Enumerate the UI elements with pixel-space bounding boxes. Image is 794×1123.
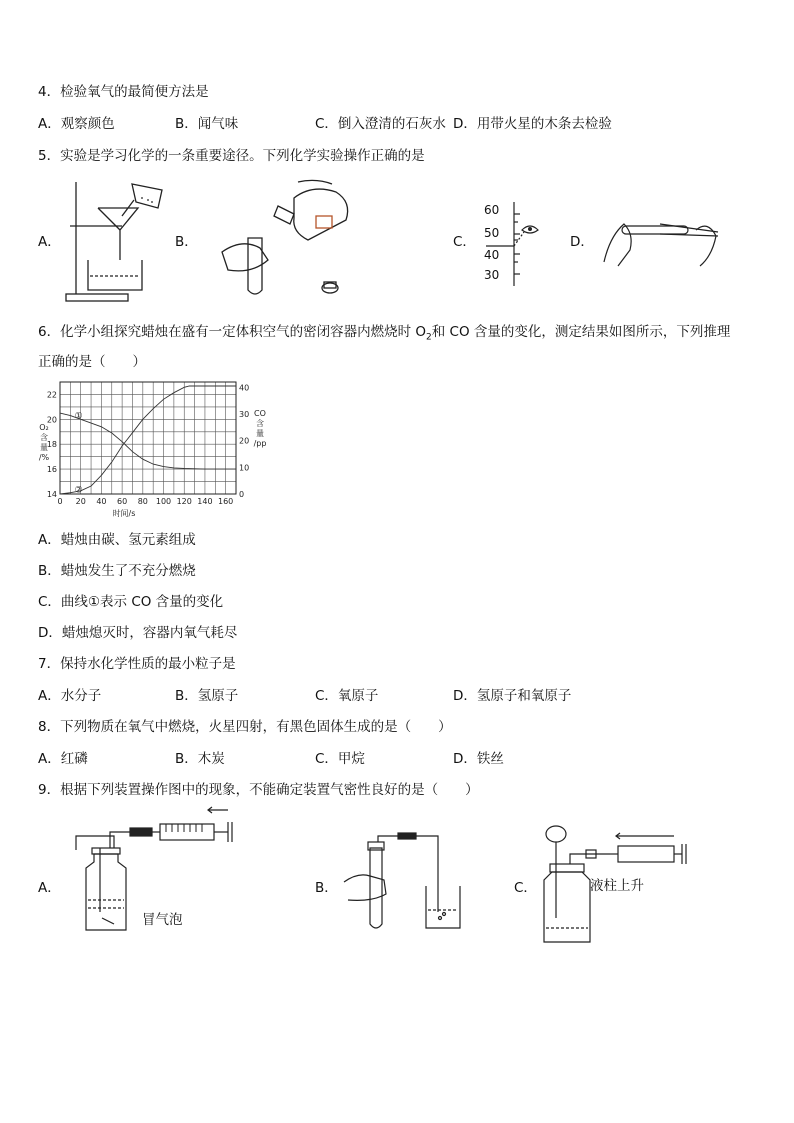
q7-stem: 7．保持水化学性质的最小粒子是 <box>38 656 236 672</box>
x-tick-label: 100 <box>155 497 172 506</box>
x-tick-label: 120 <box>176 497 192 506</box>
series-line-1 <box>60 413 236 469</box>
q6-stem-line2: 正确的是（ ） <box>38 354 146 370</box>
left-tick-label: 18 <box>46 440 57 450</box>
right-axis-label: 含 <box>256 419 264 428</box>
q9-label-b[interactable]: B． <box>315 880 338 896</box>
left-axis-label: 含 <box>40 433 48 442</box>
cylinder-tick-40: 40 <box>484 248 500 262</box>
x-tick-label: 40 <box>96 497 107 506</box>
q7-option-a[interactable]: A．水分子 <box>38 688 102 704</box>
q5-label-d[interactable]: D． <box>570 234 594 250</box>
q9-label-a[interactable]: A． <box>38 880 61 896</box>
q9-label-c[interactable]: C． <box>514 880 537 896</box>
left-axis-label: /% <box>38 453 50 462</box>
q5-stem: 5．实验是学习化学的一条重要途径。下列化学实验操作正确的是 <box>38 148 425 164</box>
right-axis-label: 量 <box>256 429 264 438</box>
q6-option-b[interactable]: B．蜡烛发生了不充分燃烧 <box>38 563 196 579</box>
q5-label-b[interactable]: B． <box>175 234 198 250</box>
o2-co-chart <box>30 378 280 528</box>
right-tick-label: 10 <box>239 463 250 473</box>
q6-option-a[interactable]: A．蜡烛由碳、氢元素组成 <box>38 532 196 548</box>
x-tick-label: 0 <box>57 497 63 506</box>
x-axis-label: 时间/s <box>112 509 136 518</box>
cylinder-tick-60: 60 <box>484 203 500 217</box>
q9-annotation-liquid-rise: 液柱上升 <box>590 878 644 894</box>
q4-stem: 4．检验氧气的最简便方法是 <box>38 84 209 100</box>
test-tube-holder-image <box>600 210 724 270</box>
hand-test-tube-apparatus-image <box>342 836 472 932</box>
right-axis-label: /pp <box>253 439 267 448</box>
q6-stem-part1: 6．化学小组探究蜡烛在盛有一定体积空气的密闭容器内燃烧时 O <box>38 324 427 340</box>
x-tick-label: 20 <box>75 497 86 506</box>
right-axis-label: CO <box>254 409 266 418</box>
right-tick-label: 0 <box>239 490 245 499</box>
x-tick-label: 80 <box>137 497 148 506</box>
q7-option-b[interactable]: B．氢原子 <box>175 688 239 704</box>
right-tick-label: 30 <box>239 410 250 419</box>
x-tick-label: 160 <box>218 497 234 506</box>
q4-option-d[interactable]: D．用带火星的木条去检验 <box>453 116 612 132</box>
left-tick-label: 20 <box>46 415 57 425</box>
q4-option-c[interactable]: C．倒入澄清的石灰水 <box>315 116 446 132</box>
curve-label-1: ① <box>74 411 83 422</box>
q9-annotation-bubbles: 冒气泡 <box>142 912 183 928</box>
q8-option-b[interactable]: B．木炭 <box>175 751 225 767</box>
left-axis-label: 量 <box>40 443 48 452</box>
q8-option-c[interactable]: C．甲烷 <box>315 751 365 767</box>
q4-option-a[interactable]: A．观察颜色 <box>38 116 115 132</box>
q5-label-c[interactable]: C． <box>453 234 476 250</box>
left-axis-label: O₂ <box>39 423 49 432</box>
right-tick-label: 20 <box>239 436 250 446</box>
x-tick-label: 60 <box>117 497 128 506</box>
pouring-liquid-image <box>212 178 362 300</box>
q6-stem-line1 <box>38 322 730 348</box>
q9-stem: 9．根据下列装置操作图中的现象，不能确定装置气密性良好的是（ ） <box>38 782 479 798</box>
q4-option-b[interactable]: B．闻气味 <box>175 116 239 132</box>
plot-frame <box>60 382 236 494</box>
series-line-2 <box>60 386 236 494</box>
q6-stem-part2: 和 CO 含量的变化，测定结果如图所示，下列推理 <box>431 324 731 340</box>
q7-option-d[interactable]: D．氢原子和氧原子 <box>453 688 572 704</box>
left-tick-label: 14 <box>46 490 57 499</box>
x-tick-label: 140 <box>197 497 213 506</box>
q6-option-c[interactable]: C．曲线①表示 CO 含量的变化 <box>38 594 224 610</box>
q6-option-d[interactable]: D．蜡烛熄灭时，容器内氧气耗尽 <box>38 625 238 641</box>
cylinder-tick-30: 30 <box>484 268 500 282</box>
q8-option-a[interactable]: A．红磷 <box>38 751 88 767</box>
q8-stem: 8．下列物质在氧气中燃烧，火星四射，有黑色固体生成的是（ ） <box>38 719 452 735</box>
left-tick-label: 22 <box>46 390 57 400</box>
right-tick-label: 40 <box>239 383 250 393</box>
filtration-apparatus-image <box>62 178 172 304</box>
q7-option-c[interactable]: C．氧原子 <box>315 688 379 704</box>
curve-label-2: ② <box>74 485 83 496</box>
left-tick-label: 16 <box>46 465 57 475</box>
q5-label-a[interactable]: A． <box>38 234 61 250</box>
cylinder-tick-50: 50 <box>484 226 500 240</box>
q8-option-d[interactable]: D．铁丝 <box>453 751 504 767</box>
q6-stem-subscript: 2 <box>426 332 432 343</box>
